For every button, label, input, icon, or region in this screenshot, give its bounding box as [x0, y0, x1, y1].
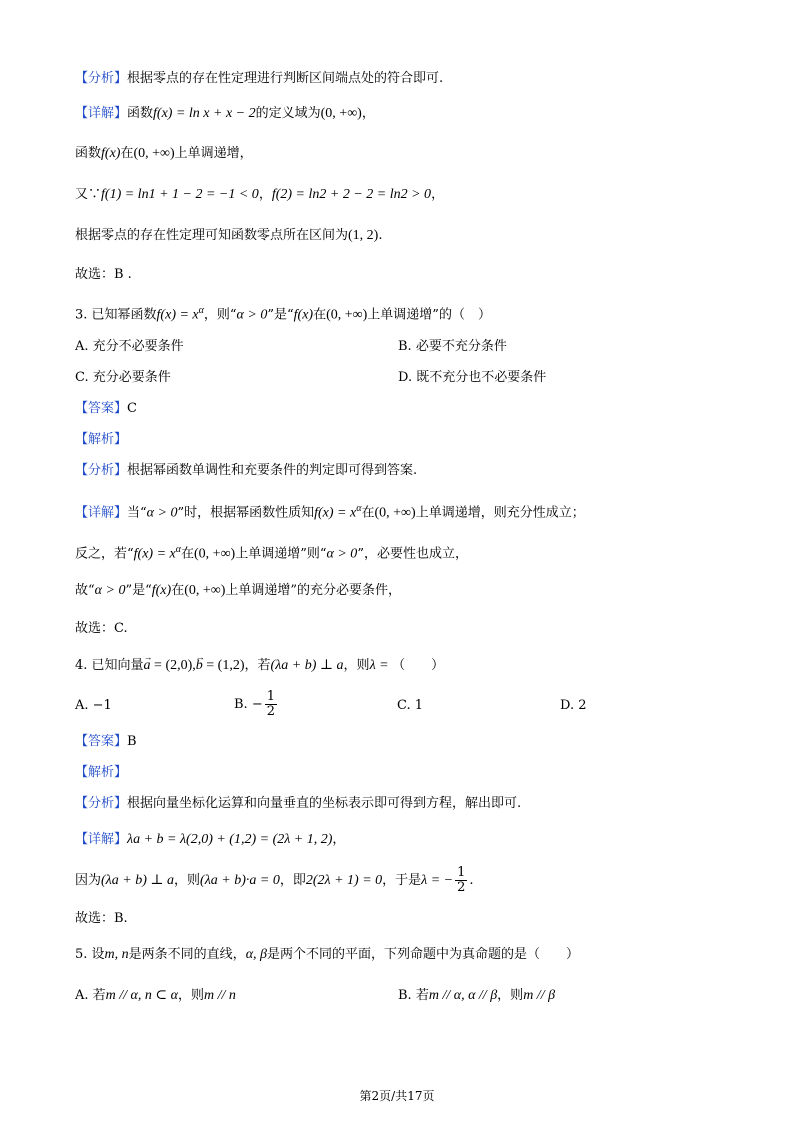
q5-option-a-mid: ，则 — [177, 988, 204, 1003]
detail-tag: 【详解】 — [75, 832, 128, 847]
q3-d3-mid: ”是“ — [125, 583, 152, 598]
q3-d2-exp: α — [175, 544, 181, 555]
analysis-tag: 【分析】 — [75, 463, 128, 478]
q4-option-b-label: B. — [234, 697, 248, 712]
q3-d2-interval: (0, +∞) — [194, 546, 236, 562]
q3-d1-mid2: 在 — [361, 505, 375, 521]
q3-stem-mid1: ，则“ — [203, 307, 237, 323]
q3-answer: C — [127, 401, 137, 416]
q2-f2-expr: f(2) = ln2 + 2 − 2 = ln2 > 0 — [271, 187, 432, 202]
q4-d2-expr3: 2(2λ + 1) = 0 — [305, 873, 383, 888]
q3-d2-mid: 在 — [181, 546, 195, 562]
q4-d2-lambda: λ = − — [421, 873, 454, 888]
q2-l3-sep: ， — [258, 187, 272, 202]
q4-d2-mid2: ，即 — [279, 873, 306, 888]
q4-option-b-fraction — [265, 690, 277, 719]
q3-d1-interval: (0, +∞) — [374, 505, 416, 521]
q2-function-expr: f(x) = ln x + x − 2 — [153, 106, 256, 121]
q4-stem-end: （ ） — [392, 658, 445, 673]
q2-l2-interval: (0, +∞) — [133, 146, 175, 161]
q4-analysis-line — [75, 793, 754, 815]
q3-stem — [75, 300, 754, 326]
q2-choose-line: 故选：B . — [75, 267, 132, 282]
q5-option-a-result: m // n — [204, 988, 236, 1003]
q4-d2-mid3: ，于是 — [382, 873, 422, 888]
q4-answer-line — [75, 731, 754, 753]
q4-stem-mid2: ，则 — [343, 658, 370, 673]
analysis-tag: 【分析】 — [75, 796, 128, 811]
q3-d3-end: 上单调递增”的充分必要条件， — [225, 583, 402, 598]
q5-option-a-expr: m // α, n ⊂ α — [105, 988, 178, 1003]
q2-domain: (0, +∞) — [320, 106, 362, 121]
q4-analysis-text: 根据向量坐标化运算和向量垂直的坐标表示即可得到方程，解出即可. — [127, 796, 522, 811]
q2-conclusion-line — [75, 225, 754, 247]
q2-l2-mid: 在 — [120, 146, 134, 161]
q4-stem-expr: (λa + b) ⊥ a — [270, 658, 344, 673]
q3-d1-end: 上单调递增，则充分性成立； — [415, 505, 585, 521]
fraction-denominator: 2 — [266, 704, 276, 719]
answer-tag: 【答案】 — [75, 401, 128, 416]
q4-option-d: D. 2 — [560, 698, 587, 713]
q2-detail-pre: 函数 — [127, 106, 154, 121]
q3-choose-line: 故选：C. — [75, 621, 128, 636]
q5-option-b-result: m // β — [523, 988, 556, 1003]
q4-detail-line2 — [75, 863, 754, 899]
q3-stem-cond: α > 0 — [236, 307, 268, 323]
q2-detail-line — [75, 103, 754, 125]
fraction-numerator: 1 — [266, 689, 276, 704]
q4-answer: B — [127, 734, 137, 749]
q3-d1-cond: α > 0 — [146, 505, 178, 521]
q5-option-b-pre: B. 若 — [398, 988, 429, 1003]
q2-detail-end: ， — [361, 106, 375, 121]
q3-stem-func: f(x) = x — [156, 307, 199, 323]
q5-option-a-pre: A. 若 — [75, 988, 106, 1003]
q4-d2-end: . — [469, 873, 474, 888]
q3-option-c: C. 充分必要条件 — [75, 370, 171, 385]
q3-stem-mid3: 在 — [313, 307, 327, 323]
q3-d3-interval: (0, +∞) — [184, 583, 226, 598]
q2-l2-pre: 函数 — [75, 146, 102, 161]
q3-option-a: A. 充分不必要条件 — [75, 339, 184, 354]
q2-l4-end: . — [378, 228, 383, 243]
q3-detail-line1 — [75, 498, 754, 524]
q2-l3-pre: 又∵ — [75, 187, 102, 202]
q3-stem-end: 上单调递增”的（ ） — [367, 307, 491, 323]
q3-stem-exp: α — [198, 305, 204, 316]
q2-l4-pre: 根据零点的存在性定理可知函数零点所在区间为 — [75, 228, 349, 243]
q3-d2-func: f(x) = x — [133, 546, 176, 562]
q5-option-b-expr: m // α, α // β — [428, 988, 498, 1003]
q3-answer-line — [75, 398, 754, 420]
q4-d2-expr1: (λa + b) ⊥ a — [101, 873, 175, 888]
q3-stem-interval: (0, +∞) — [326, 307, 368, 323]
q3-detail-line3 — [75, 580, 754, 602]
q5-stem-end: 是两个不同的平面，下列命题中为真命题的是（ ） — [267, 947, 580, 962]
fraction-numerator: 1 — [457, 865, 466, 880]
q5-stem-mid: 是两条不同的直线， — [128, 947, 246, 962]
q3-explain-line — [75, 429, 754, 451]
q3-d2-pre: 反之，若“ — [75, 546, 134, 562]
q4-d1-end: ， — [332, 832, 346, 847]
q2-analysis-line — [75, 68, 754, 90]
q4-option-c: C. 1 — [397, 698, 424, 713]
q3-d3-mid2: 在 — [171, 583, 185, 598]
q4-option-b — [234, 686, 279, 724]
q3-d2-end: ”，必要性也成立， — [357, 546, 468, 562]
q3-stem-pre: 3. 已知幂函数 — [75, 307, 157, 323]
analysis-tag: 【分析】 — [75, 71, 128, 86]
fraction-denominator: 2 — [457, 880, 466, 895]
q3-d1-pre: 当“ — [127, 505, 147, 521]
q3-stem-mid2: ”是“ — [267, 307, 294, 323]
detail-tag: 【详解】 — [75, 505, 128, 521]
q5-stem — [75, 944, 754, 966]
q4-detail-line1 — [75, 829, 754, 851]
q3-d2-cond: α > 0 — [326, 546, 358, 562]
q4-d1-expr: λa + b = λ(2,0) + (1,2) = (2λ + 1, 2) — [127, 832, 333, 847]
explain-tag: 【解析】 — [75, 765, 128, 780]
q3-option-b: B. 必要不充分条件 — [398, 339, 507, 354]
q3-analysis-line — [75, 460, 754, 482]
q4-d2-fraction — [455, 866, 467, 895]
q3-d2-mid2: 上单调递增”则“ — [235, 546, 327, 562]
q4-vector-a-value: = (2,0), — [150, 658, 196, 673]
answer-tag: 【答案】 — [75, 734, 128, 749]
q3-d1-mid: ”时，根据幂函数性质知 — [177, 505, 315, 521]
q4-explain-line — [75, 762, 754, 784]
q5-option-b-mid: ，则 — [497, 988, 524, 1003]
q4-stem-mid: ，若 — [244, 658, 271, 673]
q4-option-b-sign: − — [251, 697, 263, 712]
q2-detail-mid: 的定义域为 — [255, 106, 321, 121]
q2-l3-end: ， — [431, 187, 445, 202]
q4-d2-mid: ，则 — [174, 873, 201, 888]
q2-analysis-text: 根据零点的存在性定理进行判断区间端点处的符合即可. — [127, 71, 444, 86]
q4-choose-line: 故选：B. — [75, 911, 128, 926]
q2-l2-fx: f(x) — [101, 146, 121, 161]
q4-vector-b-value: = (1,2) — [202, 658, 245, 673]
q5-option-a — [75, 985, 236, 1007]
q3-stem-fx: f(x) — [293, 307, 314, 323]
q4-stem-lambda: λ = — [369, 658, 393, 673]
q4-d2-expr2: (λa + b)·a = 0 — [200, 873, 280, 888]
q2-l2-end: 上单调递增， — [174, 146, 253, 161]
page-footer: 第2页/共17页 — [359, 1089, 435, 1103]
q3-d3-cond: α > 0 — [94, 583, 126, 598]
q5-stem-pre: 5. 设 — [75, 947, 105, 962]
q3-detail-line2 — [75, 539, 754, 565]
q2-f1-expr: f(1) = ln1 + 1 − 2 = −1 < 0 — [101, 187, 259, 202]
q4-d2-pre: 因为 — [75, 873, 102, 888]
q3-d1-exp: α — [356, 503, 362, 514]
explain-tag: 【解析】 — [75, 432, 128, 447]
q4-stem — [75, 655, 754, 677]
q5-option-b — [398, 985, 555, 1007]
q2-values-line — [75, 184, 754, 206]
q3-d3-fx: f(x) — [151, 583, 172, 598]
q2-monotonic-line — [75, 143, 754, 165]
q2-l4-interval: (1, 2) — [348, 228, 379, 243]
q4-stem-pre: 4. 已知向量 — [75, 658, 144, 673]
q5-stem-planes: α, β — [245, 947, 268, 962]
q3-d3-pre: 故“ — [75, 583, 95, 598]
q4-vector-a: → a — [144, 655, 151, 677]
q3-option-d: D. 既不充分也不必要条件 — [398, 370, 547, 385]
q4-option-a: A. −1 — [75, 698, 112, 713]
q3-analysis-text: 根据幂函数单调性和充要条件的判定即可得到答案. — [127, 463, 418, 478]
detail-tag: 【详解】 — [75, 106, 128, 121]
q5-stem-lines: m, n — [104, 947, 129, 962]
q3-d1-func: f(x) = x — [314, 505, 357, 521]
q4-vector-b: → b — [196, 655, 203, 677]
